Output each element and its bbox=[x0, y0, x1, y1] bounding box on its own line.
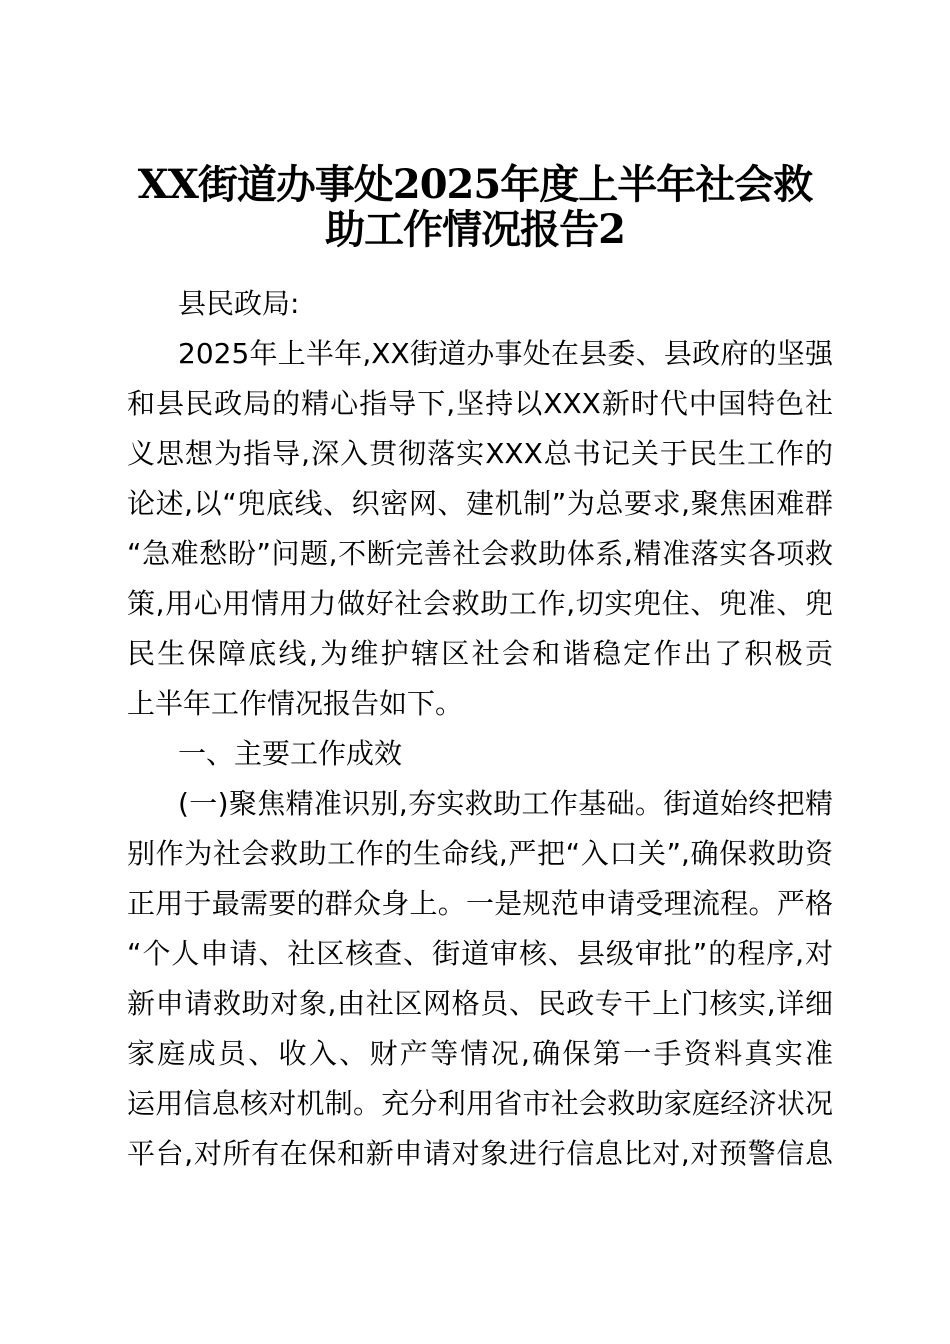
text-line: 策,用心用情用力做好社会救助工作,切实兜住、兜准、兜 bbox=[127, 587, 833, 620]
text-line: 和县民政局的精心指导下,坚持以XXX新时代中国特色社 bbox=[127, 387, 833, 420]
text-line: “急难愁盼”问题,不断完善社会救助体系,精准落实各项救 bbox=[127, 537, 833, 570]
section-heading: 一、主要工作成效 bbox=[178, 737, 403, 770]
text-line: 运用信息核对机制。充分利用省市社会救助家庭经济状况 bbox=[127, 1087, 833, 1120]
text-line: 新申请救助对象,由社区网格员、民政专干上门核实,详细 bbox=[127, 987, 833, 1020]
text-line: 民生保障底线,为维护辖区社会和谐稳定作出了积极贡 bbox=[127, 637, 833, 670]
text-line: “个人申请、社区核查、街道审核、县级审批”的程序,对 bbox=[127, 937, 833, 970]
text-line: 论述,以“兜底线、织密网、建机制”为总要求,聚焦困难群 bbox=[127, 487, 833, 520]
document-body bbox=[127, 279, 833, 1179]
salutation: 县民政局: bbox=[178, 287, 300, 320]
text-line: 别作为社会救助工作的生命线,严把“入口关”,确保救助资 bbox=[127, 837, 833, 870]
text-line: 平台,对所有在保和新申请对象进行信息比对,对预警信息 bbox=[127, 1137, 833, 1170]
text-line: 家庭成员、收入、财产等情况,确保第一手资料真实准 bbox=[127, 1037, 833, 1070]
document-title bbox=[120, 162, 830, 252]
title-line: 助工作情况报告2 bbox=[325, 206, 625, 253]
text-line: 2025年上半年,XX街道办事处在县委、县政府的坚强 bbox=[178, 337, 833, 370]
title-line: XX街道办事处2025年度上半年社会救 bbox=[137, 161, 813, 208]
text-line: 义思想为指导,深入贯彻落实XXX总书记关于民生工作的 bbox=[127, 437, 833, 470]
text-line: (一)聚焦精准识别,夯实救助工作基础。街道始终把精 bbox=[178, 787, 833, 820]
text-line: 上半年工作情况报告如下。 bbox=[127, 687, 464, 720]
text-line: 正用于最需要的群众身上。一是规范申请受理流程。严格 bbox=[127, 887, 833, 920]
